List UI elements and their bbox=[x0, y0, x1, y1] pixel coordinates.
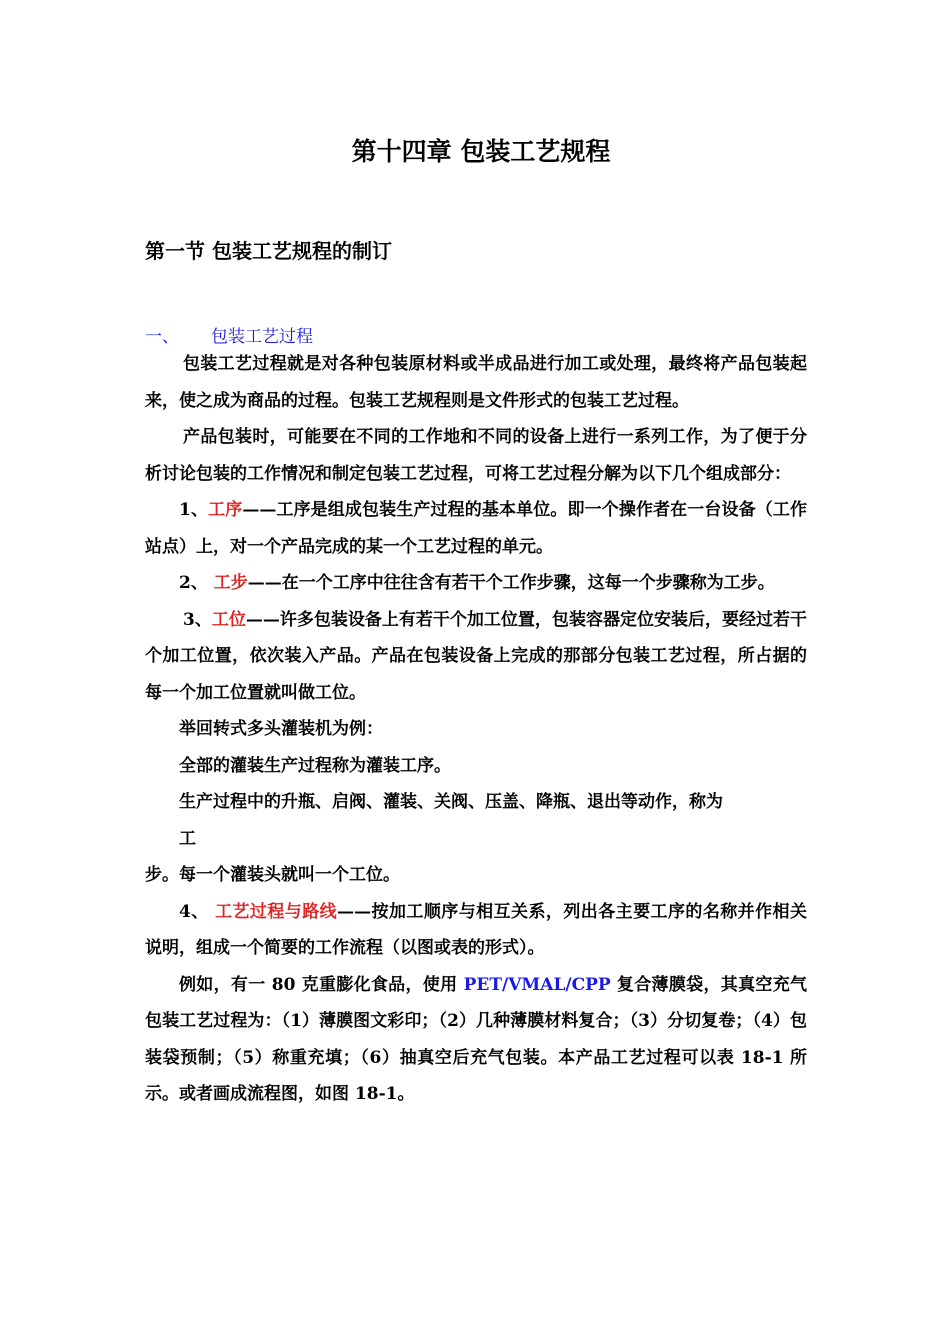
term-process: 工序 bbox=[208, 500, 243, 520]
item-number: 3、 bbox=[183, 609, 212, 630]
example-stations: 步。每一个灌装头就叫一个工位。 bbox=[145, 865, 400, 885]
heading-number: 一、 bbox=[145, 327, 179, 347]
section-title: 第一节 包装工艺规程的制订 bbox=[145, 239, 392, 263]
item-text: ——许多包装设备上有若干个加工位置，包装容器定位安装后，要经过若干个加工位置，依次装入产品。产品在包装设备上完成的那部分包装工艺过程，所占据的每一个加工位置就叫做工位。 bbox=[145, 609, 807, 703]
paragraph-components: 产品包装时，可能要在不同的工作地和不同的设备上进行一系列工作，为了便于分析讨论包装的工作情况和制定包装工艺过程，可将工艺过程分解为以下几个组成部分： bbox=[145, 427, 807, 484]
material-name: PET/VMAL/CPP bbox=[463, 974, 611, 995]
paragraph-example bbox=[145, 967, 807, 1113]
list-item-process bbox=[145, 492, 807, 565]
item-text: ——工序是组成包装生产过程的基本单位。即一个操作者在一台设备（工作站点）上，对一个产品完成的某一个工艺过程的单元。 bbox=[145, 500, 808, 557]
example-steps-text: 生产过程中的升瓶、启阀、灌装、关阀、压盖、降瓶、退出等动作，称为 bbox=[179, 792, 723, 812]
term-station: 工位 bbox=[211, 609, 246, 630]
example-intro: 举回转式多头灌装机为例： bbox=[179, 719, 383, 739]
item-text: ——在一个工序中往往含有若干个工作步骤，这每一个步骤称为工步。 bbox=[247, 573, 775, 593]
example-steps bbox=[145, 784, 807, 857]
item-number: 2、 bbox=[179, 573, 208, 593]
item-number: 4、 bbox=[179, 901, 209, 922]
list-item-route bbox=[145, 894, 807, 967]
example-text-start: 例如，有一 80 克重膨化食品，使用 bbox=[179, 974, 464, 995]
item-number: 1、 bbox=[179, 500, 209, 520]
item-text: ——按加工顺序与相互关系，列出各主要工序的名称并作相关说明，组成一个简要的工作流程（以图或表的形式）。 bbox=[145, 901, 807, 958]
list-item-station bbox=[145, 602, 807, 712]
example-process: 全部的灌装生产过程称为灌装工序。 bbox=[179, 755, 451, 776]
list-item-step bbox=[145, 565, 807, 602]
chapter-title: 第十四章 包装工艺规程 bbox=[351, 137, 611, 166]
term-step: 工步 bbox=[213, 573, 248, 593]
example-text-end: 复合薄膜袋，其真空充气包装工艺过程为：（1）薄膜图文彩印；（2）几种薄膜材料复合；（3）分切复卷；（4）包装袋预制；（5）称重充填；（6）抽真空后充气包装。本产品工艺过程可以表 18-1 所示。或者画成流程图，如图 18-1。 bbox=[145, 974, 807, 1104]
heading-text: 包装工艺过程 bbox=[211, 327, 313, 347]
document-body bbox=[145, 346, 807, 1113]
term-route: 工艺过程与路线 bbox=[215, 901, 338, 922]
example-steps-wrap: 工 bbox=[179, 828, 196, 849]
paragraph-definition: 包装工艺过程就是对各种包装原材料或半成品进行加工或处理，最终将产品包装起来，使之成为商品的过程。包装工艺规程则是文件形式的包装工艺过程。 bbox=[145, 354, 807, 411]
